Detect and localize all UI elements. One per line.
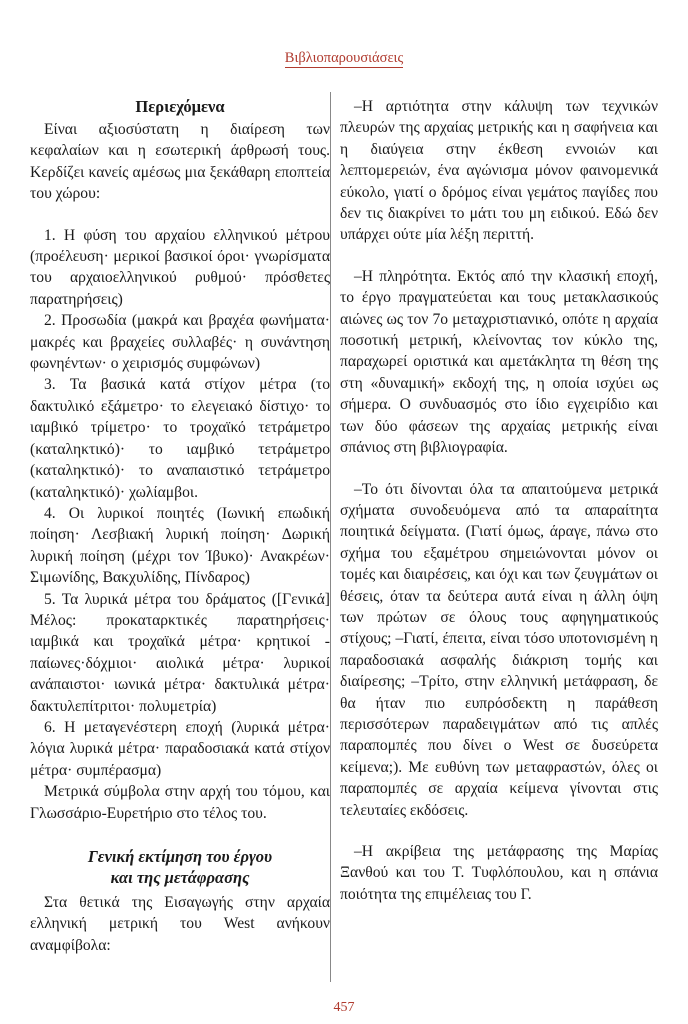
contents-item-3: 3. Τα βασικά κατά στίχον μέτρα (το δακτυλικό εξάμετρο· το ελεγειακό δίστιχο· το ιαμβικό τρίμετρο· το τροχαϊκό τετράμετρο (καταληκτικό)· το ιαμβικό τετράμετρο (καταληκτικό)· το αναπαιστικό τετράμετρο (καταληκτικό)· χωλίαμβοι.: [30, 376, 330, 501]
closing-paragraph: Στα θετικά της Εισαγωγής στην αρχαία ελληνική μετρική του West ανήκουν αναμφίβολα:: [30, 894, 330, 954]
paragraph-gap: [340, 246, 658, 266]
column-divider: [330, 92, 331, 982]
paragraph-gap: [30, 205, 330, 225]
paragraph-gap: [340, 459, 658, 479]
running-title: Βιβλιοπαρουσιάσεις: [284, 50, 404, 66]
left-column: [30, 96, 330, 956]
general-heading-line-2: και της μετάφρασης: [110, 868, 250, 887]
contents-item-4: 4. Οι λυρικοί ποιητές (Ιωνική επωδική ποίηση· Λεσβιακή λυρική ποίηση· Δωρική λυρική ποίηση (μέχρι τον Ίβυκο)· Ανακρέων· Σιμωνίδης, Βακχυλίδης, Πίνδαρος): [30, 504, 330, 587]
schemata-paragraph: –Το ότι δίνονται όλα τα απαιτούμενα μετρικά σχήματα συνοδευόμενα από τα απαραίτητα ποιητικά δείγματα. (Γιατί όμως, άραγε, πάνω στο σχήμα του εξαμέτρου σημειώνονται μόνον οι τομές και διαιρέσεις, και όχι και των ζευγμάτων οι θέσεις, όταν τα δεύτερα αυτά είναι η άλλη όψη των πρώτων σε όλους τους αφηγηματικούς στίχους; –Γιατί, έπειτα, είναι τόσο υποτονισμένη η παραδοσιακά ασφαλής διάκριση τομής και διαίρεσης; –Τρίτο, στην ελληνική μετάφραση, δε θα ήταν πιο ευπρόσδεκτη η παράθεση περισσότερων παραδειγμάτων από τις απλές παραπομπές που δίνει ο West σε δυσεύρετα κείμενα;). Με ευθύνη των μεταφραστών, όλες οι παραπομπές σε αρχαία κείμενα γίνονται στις τελευταίες εκδόσεις.: [340, 480, 658, 819]
fullness-paragraph: –Η πληρότητα. Εκτός από την κλασική εποχή, το έργο πραγματεύεται και τους μετακλασικούς αιώνες ως τον 7ο μεταχριστιανικό, οπότε η αρχαία ποσοτική μετρική, κλείνοντας τον κύκλο της, παραχωρεί οριστικά και αμετάκλητα τη θέση της στη «δυναμική» εκδοχή της, η οποία ισχύει ως σήμερα. Ο συνδυασμός στο ίδιο εγχειρίδιο και των δύο φάσεων της αρχαίας μετρικής είναι σπάνιος στη βιβλιογραφία.: [340, 267, 658, 457]
contents-heading: Περιεχόμενα: [135, 97, 225, 116]
contents-item-1: 1. Η φύση του αρχαίου ελληνικού μέτρου (προέλευση· μερικοί βασικοί όροι· γνωρίσματα του αρχαιοελληνικού ρυθμού· πρόσθετες παρατηρήσεις): [30, 226, 330, 308]
contents-item-5: 5. Τα λυρικά μέτρα του δράματος ([Γενικά] Μέλος: προκαταρκτικές παρατηρήσεις· ιαμβικά και τροχαϊκά μέτρα· κρητικοί - παίωνες·δόχμιοι· αιολικά μέτρα· λυρικοί ανάπαιστοι· ιωνικά μέτρα· δακτυλικά μέτρα· δακτυλεπίτριτοι· πολυμετρία): [30, 590, 330, 715]
translation-paragraph: –Η ακρίβεια της μετάφρασης της Μαρίας Ξανθού και του Τ. Τυφλόπουλου, και η σπάνια ποιότητα της επιμέλειας του Γ.: [340, 843, 658, 903]
general-heading-line-1: Γενική εκτίμηση του έργου: [87, 847, 273, 866]
contents-item-6: 6. Η μεταγενέστερη εποχή (λυρικά μέτρα· λόγια λυρικά μέτρα· παραδοσιακά κατά στίχον μέτρα· συμπέρασμα): [30, 718, 330, 779]
contents-item-2: 2. Προσωδία (μακρά και βραχέα φωνήματα· μακρές και βραχείες συλλαβές· η συνάντηση φωνηέντων· ο χειρισμός συμφώνων): [30, 312, 330, 373]
general-assessment-heading: [30, 846, 330, 888]
paragraph-gap: [340, 821, 658, 841]
running-header: [0, 50, 688, 67]
intro-paragraph: Είναι αξιοσύστατη η διαίρεση των κεφαλαίων και η εσωτερική άρθρωσή τους. Κερδίζει κανείς αμέσως μια ξεκάθαρη εποπτεία του χώρου:: [30, 121, 330, 203]
completeness-paragraph: –Η αρτιότητα στην κάλυψη των τεχνικών πλευρών της αρχαίας μετρικής και η σαφήνεια και η διαύγεια στην έκθεση εννοιών και λεπτομερειών, ένα αγώνισμα μόνον φαινομενικά εύκολο, γιατί ο δρόμος είναι γεμάτος παγίδες που δεν τις διακρίνει το μάτι του μη ειδικού. Εδώ δεν υπάρχει ούτε μία λέξη περιττή.: [340, 98, 658, 244]
right-column: [340, 96, 658, 905]
symbols-note: Μετρικά σύμβολα στην αρχή του τόμου, και Γλωσσάριο-Ευρετήριο στο τέλος του.: [30, 783, 330, 822]
page-number: 457: [333, 1000, 355, 1015]
paragraph-gap: [30, 824, 330, 844]
